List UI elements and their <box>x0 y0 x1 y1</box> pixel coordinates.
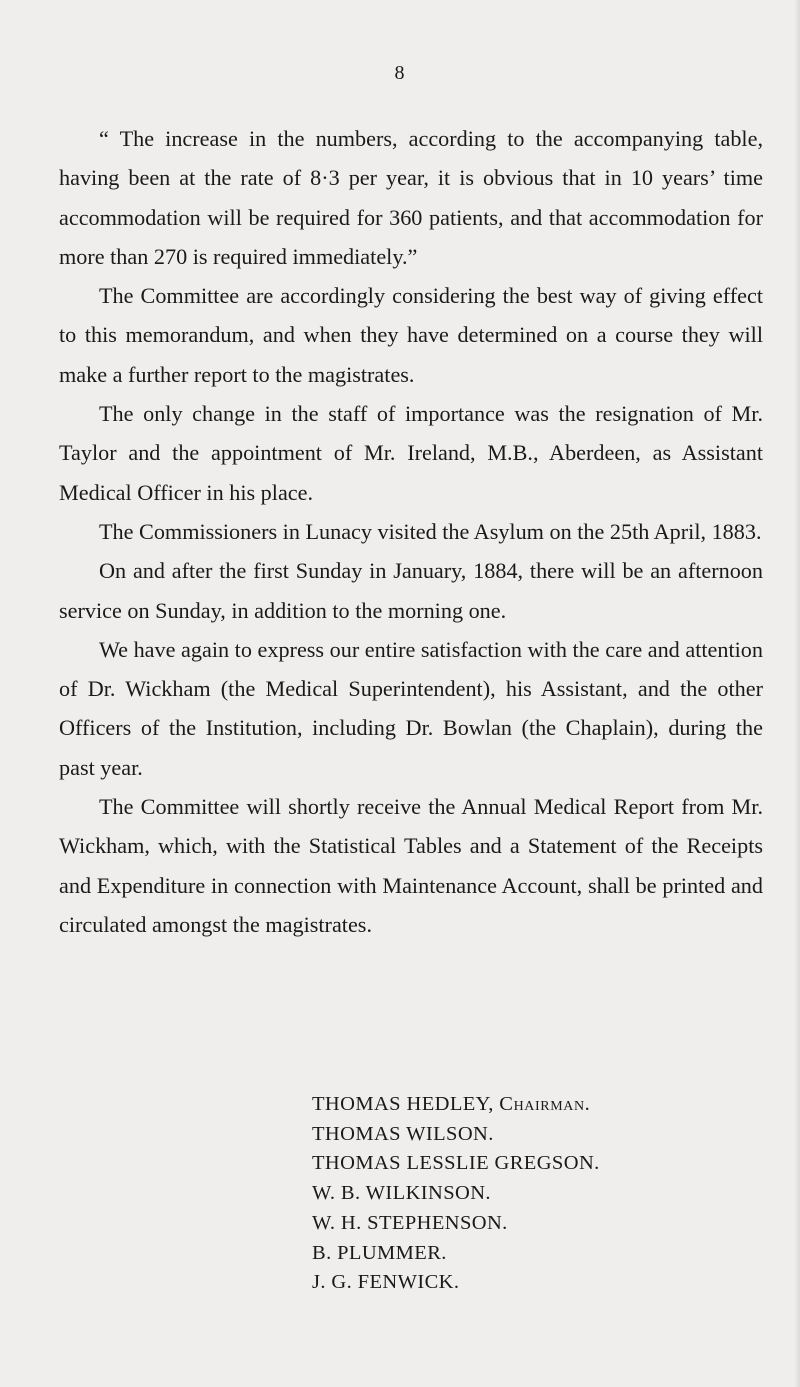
page-edge-shadow <box>794 0 800 1387</box>
signatory-name: THOMAS WILSON. <box>312 1122 494 1145</box>
paragraph-satisfaction: We have again to express our entire satisfaction with the care and attention of Dr. Wickham (the Medical Superintendent), his Assistant, and the other Officers of the Institution, including Dr. Bowlan (the Chaplain), during the past year. <box>59 636 763 780</box>
signatory-name: THOMAS HEDLEY, <box>312 1093 494 1115</box>
signatory <box>312 1120 782 1150</box>
signatory <box>312 1179 782 1209</box>
signatory <box>312 1090 782 1120</box>
signatory-list <box>312 1090 782 1298</box>
paragraph-annual-report: The Committee will shortly receive the Annual Medical Report from Mr. Wickham, which, with the Statistical Tables and a Statement of the Receipts and Expenditure in connection with Maintenance Account, shall be printed and circulated amongst the magistrates. <box>59 794 763 937</box>
page-number: 8 <box>394 62 406 84</box>
signatory-name: THOMAS LESSLIE GREGSON. <box>312 1152 600 1175</box>
paragraph-commissioners-visit: The Commissioners in Lunacy visited the Asylum on the 25th April, 1883. <box>99 518 762 544</box>
report-body <box>59 119 763 944</box>
signatory-name: W. H. STEPHENSON. <box>312 1211 508 1234</box>
paragraph-committee-considering: The Committee are accordingly considering the best way of giving effect to this memorandum, and when they have determined on a course they will make a further report to the magistrates. <box>59 283 763 387</box>
paragraph-sunday-service: On and after the first Sunday in January, 1884, there will be an afternoon service on Sunday, in addition to the morning one. <box>59 558 763 623</box>
signatory <box>312 1239 782 1269</box>
signatory-title: Chairman. <box>499 1093 591 1115</box>
signatory <box>312 1149 782 1179</box>
paragraph-staff-change: The only change in the staff of importance was the resignation of Mr. Taylor and the appointment of Mr. Ireland, M.B., Aberdeen, as Assistant Medical Officer in his place. <box>59 401 763 505</box>
paragraph-memorandum-quote: “ The increase in the numbers, according to the accompanying table, having been at the rate of 8·3 per year, it is obvious that in 10 years’ time accommodation will be required for 360 patients, and that accommodation for more than 270 is required immediately.” <box>59 126 763 269</box>
signatory <box>312 1209 782 1239</box>
signatory <box>312 1268 782 1298</box>
signatory-name: B. PLUMMER. <box>312 1241 447 1264</box>
signatory-name: J. G. FENWICK. <box>312 1271 460 1294</box>
signatory-name: W. B. WILKINSON. <box>312 1182 491 1205</box>
